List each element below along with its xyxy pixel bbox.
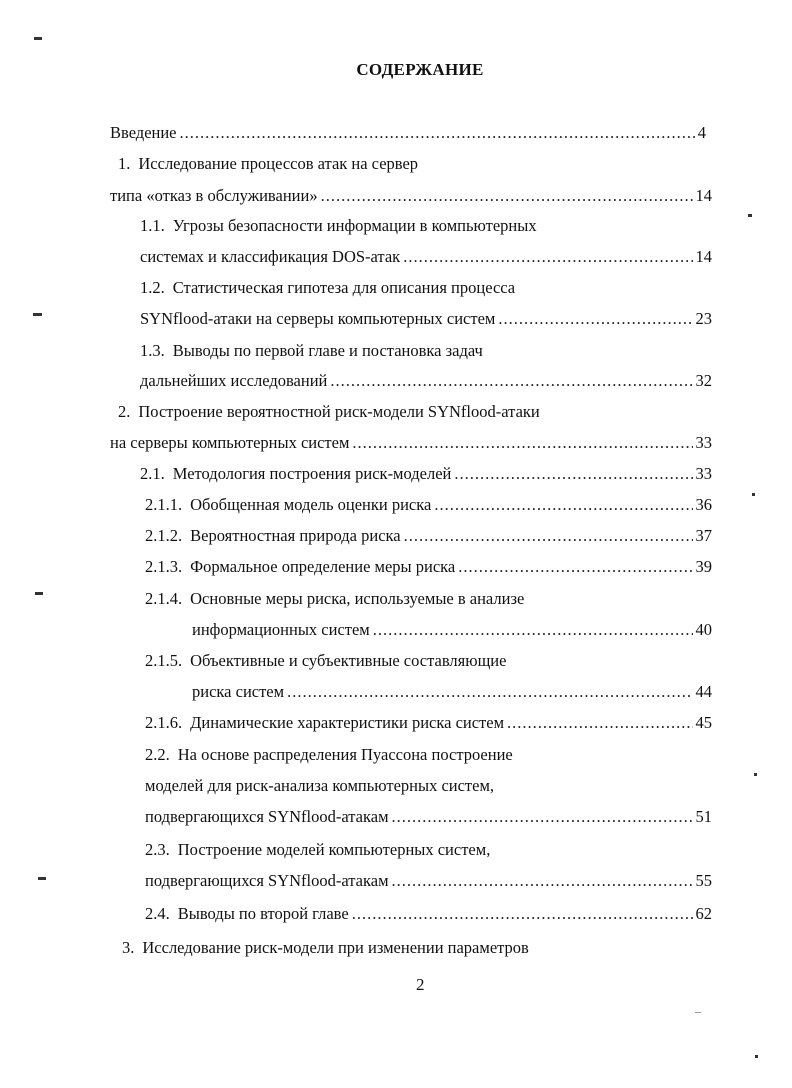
toc-entry-text: Выводы по второй главе [177, 904, 349, 923]
toc-entry [145, 745, 513, 767]
toc-page-number: 36 [695, 495, 712, 514]
toc-entry [145, 526, 712, 548]
scan-speck [38, 877, 46, 880]
toc-entry-text: Основные меры риска, используемые в анализе [190, 589, 525, 608]
toc-entry [118, 402, 540, 424]
toc-leader [507, 713, 692, 733]
toc-entry [110, 123, 706, 145]
toc-entry-text: Введение [110, 123, 177, 142]
toc-entry-text: информационных систем [192, 620, 370, 639]
scan-speck [755, 1055, 758, 1058]
toc-entry [145, 651, 506, 673]
toc-entry-number: 1.2. [140, 278, 165, 297]
toc-entry [140, 371, 712, 393]
scan-speck [748, 214, 752, 217]
toc-entry [140, 464, 712, 486]
toc-page-number: 4 [697, 123, 706, 142]
toc-entry [140, 216, 537, 238]
toc-leader [454, 464, 692, 484]
toc-entry [118, 154, 418, 176]
toc-entry-number: 2.1.3. [145, 557, 183, 576]
toc-entry-text: Построение вероятностной риск-модели SYNflood-атаки [138, 402, 540, 421]
toc-page-number: 55 [695, 871, 712, 890]
toc-page-number: 62 [695, 904, 712, 923]
toc-entry-text: подвергающихся SYNflood-атакам [145, 871, 389, 890]
toc-entry [192, 620, 712, 642]
toc-entry-number: 2. [118, 402, 131, 421]
toc-entry [145, 557, 712, 579]
toc-entry-text: моделей для риск-анализа компьютерных систем, [145, 776, 495, 795]
toc-leader [180, 123, 695, 143]
toc-entry-number: 2.2. [145, 745, 170, 764]
toc-leader [434, 495, 692, 515]
toc-leader [287, 682, 692, 702]
toc-entry [110, 433, 712, 455]
toc-leader [404, 526, 693, 546]
toc-entry-text: Объективные и субъективные составляющие [190, 651, 507, 670]
page-title: СОДЕРЖАНИЕ [356, 60, 484, 79]
toc-entry-number: 2.1.1. [145, 495, 183, 514]
toc-entry-number: 1.1. [140, 216, 165, 235]
toc-entry-text: подвергающихся SYNflood-атакам [145, 807, 389, 826]
toc-page-number: 14 [695, 247, 712, 266]
toc-leader [373, 620, 693, 640]
scan-speck [695, 1012, 701, 1013]
toc-page-number: 33 [695, 464, 712, 483]
toc-entry-text: Выводы по первой главе и постановка задач [172, 341, 483, 360]
toc-entry [145, 904, 712, 926]
toc-entry [145, 589, 524, 611]
toc-entry-text: SYNflood-атаки на серверы компьютерных систем [140, 309, 496, 328]
toc-entry-text: Исследование процессов атак на сервер [138, 154, 419, 173]
toc-entry-text: риска систем [192, 682, 285, 701]
toc-leader [392, 871, 693, 891]
toc-entry [145, 871, 712, 893]
toc-entry-number: 2.3. [145, 840, 170, 859]
toc-entry-text: Построение моделей компьютерных систем, [177, 840, 491, 859]
toc-entry [110, 186, 712, 208]
scan-speck [34, 37, 42, 40]
toc-entry [145, 807, 712, 829]
toc-page-number: 33 [695, 433, 712, 452]
toc-entry [140, 278, 515, 300]
toc-entry-text: Статистическая гипотеза для описания процесса [172, 278, 516, 297]
toc-entry-text: Угрозы безопасности информации в компьютерных [172, 216, 537, 235]
toc-entry-number: 2.1.5. [145, 651, 183, 670]
toc-entry-text: Исследование риск-модели при изменении параметров [142, 938, 529, 957]
toc-entry [140, 309, 712, 331]
toc-leader [392, 807, 693, 827]
toc-entry-number: 2.1.4. [145, 589, 183, 608]
toc-entry-text: типа «отказ в обслуживании» [110, 186, 318, 205]
scan-speck [33, 313, 42, 316]
scan-speck [754, 773, 757, 776]
toc-page-number: 37 [695, 526, 712, 545]
toc-page-number: 51 [695, 807, 712, 826]
toc-entry-text: дальнейших исследований [140, 371, 328, 390]
toc-entry [122, 938, 529, 960]
toc-leader [498, 309, 692, 329]
toc-entry-text: На основе распределения Пуассона построение [177, 745, 513, 764]
toc-page-number: 14 [695, 186, 712, 205]
toc-entry-number: 2.1.6. [145, 713, 183, 732]
toc-page-number: 40 [695, 620, 712, 639]
toc-entry-text: Методология построения риск-моделей [172, 464, 452, 483]
toc-leader [458, 557, 692, 577]
toc-entry-number: 2.1. [140, 464, 165, 483]
toc-leader [321, 186, 693, 206]
toc-entry-text: Обобщенная модель оценки риска [190, 495, 432, 514]
toc-page-number: 39 [695, 557, 712, 576]
toc-entry [192, 682, 712, 704]
toc-leader [403, 247, 692, 267]
toc-entry-number: 2.1.2. [145, 526, 183, 545]
page-number: 2 [416, 975, 425, 994]
toc-page-number: 32 [695, 371, 712, 390]
toc-entry [145, 713, 712, 735]
toc-entry-number: 2.4. [145, 904, 170, 923]
toc-entry-number: 1. [118, 154, 131, 173]
toc-entry-number: 1.3. [140, 341, 165, 360]
toc-page-number: 45 [695, 713, 712, 732]
toc-entry-number: 3. [122, 938, 135, 957]
toc-page-number: 23 [695, 309, 712, 328]
toc-entry [145, 840, 490, 862]
toc-entry [140, 247, 712, 269]
toc-entry-text: системах и классификация DOS-атак [140, 247, 401, 266]
toc-entry-text: Динамические характеристики риска систем [190, 713, 505, 732]
toc-leader [352, 433, 692, 453]
toc-entry-text: на серверы компьютерных систем [110, 433, 350, 452]
scan-speck [752, 493, 755, 496]
toc-page-number: 44 [695, 682, 712, 701]
toc-entry [145, 495, 712, 517]
toc-entry [140, 341, 483, 363]
toc-leader [330, 371, 692, 391]
scan-speck [35, 592, 43, 595]
toc-leader [352, 904, 693, 924]
toc-entry-text: Вероятностная природа риска [190, 526, 401, 545]
toc-entry-text: Формальное определение меры риска [190, 557, 456, 576]
toc-entry [145, 776, 494, 798]
